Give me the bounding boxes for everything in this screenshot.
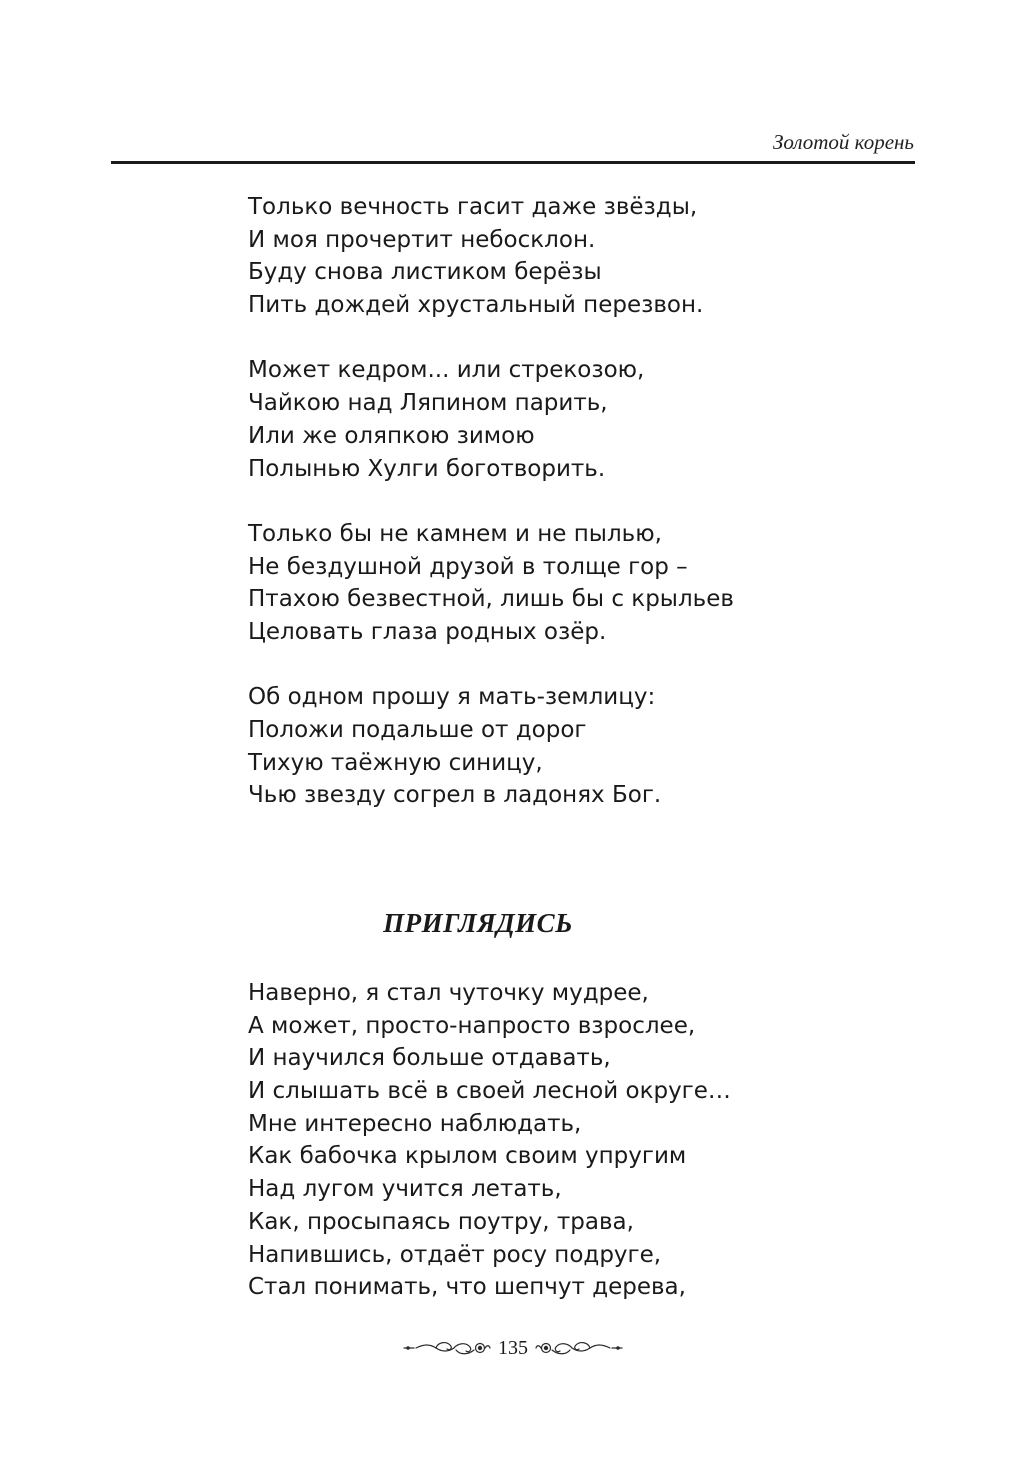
poem-line: Или же оляпкою зимою (248, 422, 535, 449)
poem-line: Стал понимать, что шепчут дерева, (248, 1274, 686, 1301)
poem-line: Как, просыпаясь поутру, трава, (248, 1208, 634, 1235)
stanza (248, 354, 868, 485)
poem-title: ПРИГЛЯДИСЬ (383, 908, 573, 938)
poem-line: Чью звезду согрел в ладонях Бог. (248, 782, 662, 809)
poem-line: Только вечность гасит даже звёзды, (248, 194, 698, 220)
poem-line: Буду снова листиком берёзы (248, 259, 602, 286)
poem-line: Пить дождей хрустальный перезвон. (248, 292, 704, 319)
poem-line: А может, просто-напросто взрослее, (248, 1012, 696, 1039)
poem-line: Как бабочка крылом своим упругим (248, 1143, 687, 1170)
poem-priglyadis (248, 977, 868, 1304)
page-footer (0, 1336, 1026, 1360)
poem-line: Полынью Хулги боготворить. (248, 455, 606, 482)
stanza (248, 977, 868, 1304)
poem-line: Над лугом учится летать, (248, 1176, 562, 1203)
poem-line: Наверно, я стал чуточку мудрее, (248, 980, 649, 1006)
poem-line: Птахою безвестной, лишь бы с крыльев (248, 586, 734, 613)
stanza (248, 518, 868, 649)
poem-line: Не бездушной друзой в толще гор – (248, 553, 688, 580)
poem-line: И моя прочертит небосклон. (248, 226, 596, 253)
poem-line: Мне интересно наблюдать, (248, 1110, 582, 1137)
poem-line: Об одном прошу я мать-землицу: (248, 684, 656, 711)
poem-line: Целовать глаза родных озёр. (248, 618, 607, 645)
poem-line: Тихую таёжную синицу, (248, 749, 543, 776)
stanza (248, 191, 868, 322)
poem-line: Чайкою над Ляпином парить, (248, 390, 608, 417)
poem-line: Положи подальше от дорог (248, 717, 587, 743)
poem-line: И научился больше отдавать, (248, 1045, 611, 1072)
header-rule (111, 161, 915, 164)
running-header-title: Золотой корень (772, 130, 914, 154)
stanza (248, 681, 868, 812)
page-number: 135 (498, 1337, 528, 1359)
poem-previous-continuation (248, 191, 868, 812)
poem-line: Может кедром... или стрекозою, (248, 357, 645, 384)
poem-line: Напившись, отдаёт росу подруге, (248, 1241, 662, 1268)
poem-line: И слышать всё в своей лесной округе… (248, 1078, 731, 1105)
poem-line: Только бы не камнем и не пылью, (248, 520, 662, 547)
